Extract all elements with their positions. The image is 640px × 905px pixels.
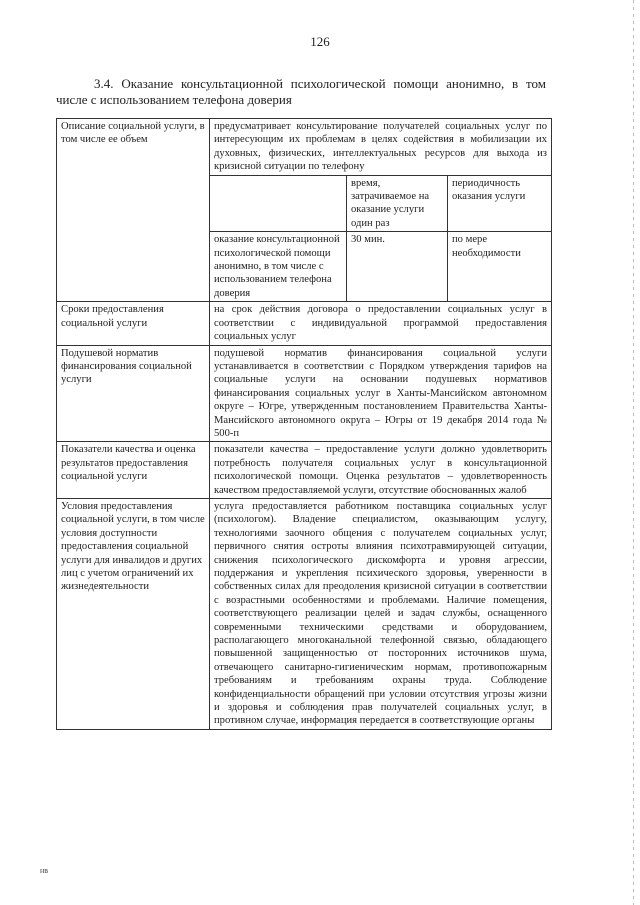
- scan-edge-mark: [633, 0, 634, 905]
- row-label: Сроки предоставления социальной услуги: [57, 302, 210, 345]
- inner-data-row: [210, 232, 551, 302]
- section-heading: [56, 76, 546, 108]
- inner-table: [210, 175, 551, 302]
- inner-period: по мере необходимости: [448, 232, 552, 302]
- inner-header-time: время, затрачиваемое на оказание услуги один раз: [347, 175, 448, 232]
- inner-time: 30 мин.: [347, 232, 448, 302]
- table-row: [57, 442, 552, 499]
- table-row: [57, 119, 552, 302]
- heading-line-1: 3.4. Оказание консультационной психологической помощи анонимно, в том: [94, 76, 546, 91]
- row-text: подушевой норматив финансирования социальной услуги устанавливается в соответствии с Порядком утверждения тарифов на социальные услуги на основании подушевых нормативов финансирования социальных услуг в Ханты-Мансийском автономном округе – Югре, утвержденным постановлением Правительства Ханты-Мансийского автономного округа – Югры от 19 декабря 2014 года № 500-п: [210, 345, 552, 442]
- inner-header-row: [210, 175, 551, 232]
- inner-service: оказание консультационной психологической помощи анонимно, в том числе с использованием телефона доверия: [210, 232, 347, 302]
- row-text: на срок действия договора о предоставлении социальных услуг в соответствии с индивидуальной программой предоставления социальных услуг: [210, 302, 552, 345]
- row-label: Подушевой норматив финансирования социальной услуги: [57, 345, 210, 442]
- row-text: предусматривает консультирование получателей социальных услуг по интересующим их проблемам в целях содействия в мобилизации их духовных, физических, интеллектуальных ресурсов для выхода из кризисной ситуации по телефону: [214, 121, 547, 173]
- row-label: Описание социальной услуги, в том числе ее объем: [57, 119, 210, 302]
- table-row: [57, 302, 552, 345]
- footer-mark: нв: [40, 866, 49, 875]
- table-row: [57, 345, 552, 442]
- inner-header-period: периодичность оказания услуги: [448, 175, 552, 232]
- row-text: услуга предоставляется работником поставщика социальных услуг (психологом). Владение специалистом, оказывающим услугу, технологиями заочного общения с получателем социальных услуг, первичного снятия остроты влияния психотравмирующей ситуации, снижения психологического дискомфорта и уровня агрессии, поддержания и укрепления психического здоровья, уверенности в собственных силах для преодоления кризисной ситуации в соответствии с возрастными особенностями и проблемами. Наличие помещения, соответствующего реализации целей и задач службы, оснащенного современными техническими средствами и оборудованием, располагающего многоканальной телефонной связью, обладающего повышенной защищенностью от посторонних источников шума, отвечающего санитарно-гигиеническим нормам, противопожарным требованиям и требованиям охраны труда. Соблюдение конфиденциальности обращений при условии отсутствия угрозы жизни и здоровья и соблюдения прав получателей социальных услуг, в противном случае, информация передается в соответствующие органы: [210, 498, 552, 729]
- row-label: Условия предоставления социальной услуги, в том числе условия доступности предоставления социальной услуги для инвалидов и других лиц с учетом ограничений их жизнедеятельности: [57, 498, 210, 729]
- page-number: 126: [310, 34, 330, 49]
- service-table: [56, 118, 552, 730]
- row-label: Показатели качества и оценка результатов предоставления социальной услуги: [57, 442, 210, 499]
- heading-line-2: числе с использованием телефона доверия: [56, 92, 292, 107]
- row-text: показатели качества – предоставление услуги должно удовлетворить потребность получателя социальных услуг в консультационной психологической помощи. Оценка результатов – удовлетворенность качеством предоставляемой услуги, отсутствие обоснованных жалоб: [210, 442, 552, 499]
- table-row: [57, 498, 552, 729]
